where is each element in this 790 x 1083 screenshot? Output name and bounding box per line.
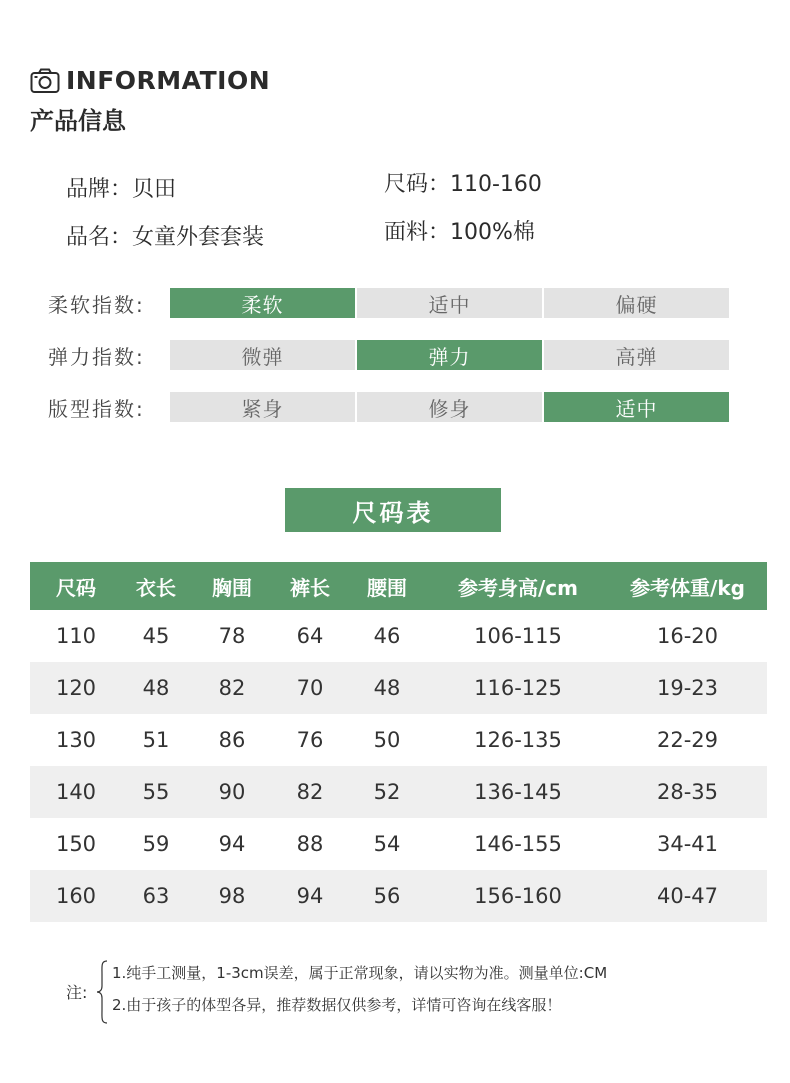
info-title-row [30, 66, 270, 95]
table-cell: 82 [296, 780, 324, 804]
table-cell: 116-125 [474, 676, 562, 700]
spec-brand: 品牌：贝田 [66, 177, 177, 202]
column-header: 腰围 [367, 575, 407, 600]
table-cell: 50 [373, 728, 401, 752]
table-row [30, 818, 767, 870]
info-header [30, 66, 270, 136]
camera-icon [30, 68, 60, 94]
index-option: 紧身 [170, 392, 355, 422]
table-cell: 82 [218, 676, 246, 700]
table-cell: 94 [218, 832, 246, 856]
table-cell: 98 [218, 884, 246, 908]
index-row-softness [48, 287, 738, 319]
table-cell: 19-23 [656, 676, 719, 700]
note-line: 2.由于孩子的体型各异，推荐数据仅供参考，详情可咨询在线客服！ [112, 996, 562, 1014]
notes-label: 注: [66, 983, 88, 1002]
table-cell: 136-145 [474, 780, 562, 804]
index-option: 微弹 [170, 340, 355, 370]
index-option: 偏硬 [544, 288, 729, 318]
column-header: 胸围 [212, 575, 252, 600]
table-row [30, 610, 767, 662]
column-header: 裤长 [290, 575, 330, 600]
table-cell: 52 [373, 780, 401, 804]
table-cell: 160 [55, 884, 97, 908]
table-row [30, 766, 767, 818]
table-cell: 86 [218, 728, 246, 752]
index-option: 弹力 [357, 340, 542, 370]
spec-material: 面料：100%棉 [384, 220, 535, 245]
table-cell: 48 [373, 676, 401, 700]
table-cell: 126-135 [474, 728, 562, 752]
table-cell: 28-35 [656, 780, 719, 804]
table-cell: 63 [142, 884, 170, 908]
table-cell: 34-41 [656, 832, 719, 856]
table-cell: 16-20 [656, 624, 719, 648]
table-cell: 45 [142, 624, 170, 648]
table-cell: 150 [55, 832, 97, 856]
size-table-title: 尺码表 [285, 488, 501, 532]
table-cell: 140 [55, 780, 97, 804]
index-option: 适中 [544, 392, 729, 422]
index-label: 柔软指数: [48, 292, 145, 317]
table-cell: 90 [218, 780, 246, 804]
table-cell: 40-47 [656, 884, 719, 908]
index-option: 柔软 [170, 288, 355, 318]
table-cell: 130 [55, 728, 97, 752]
table-cell: 94 [296, 884, 324, 908]
index-label: 版型指数: [48, 396, 145, 421]
size-table [30, 562, 767, 922]
brace-icon [96, 960, 108, 1024]
table-cell: 22-29 [656, 728, 719, 752]
table-cell: 156-160 [474, 884, 562, 908]
index-label: 弹力指数: [48, 344, 145, 369]
note-line: 1.纯手工测量，1-3cm误差，属于正常现象，请以实物为准。测量单位:CM [112, 964, 608, 982]
column-header: 衣长 [136, 575, 176, 600]
table-cell: 59 [142, 832, 170, 856]
table-cell: 146-155 [474, 832, 562, 856]
table-cell: 54 [373, 832, 401, 856]
table-cell: 78 [218, 624, 246, 648]
index-option: 高弹 [544, 340, 729, 370]
table-row [30, 662, 767, 714]
info-title: INFORMATION [66, 66, 271, 95]
index-row-elasticity [48, 339, 738, 371]
table-cell: 64 [296, 624, 324, 648]
spec-size: 尺码：110-160 [384, 172, 542, 197]
notes [66, 958, 766, 1028]
table-cell: 46 [373, 624, 401, 648]
table-cell: 56 [373, 884, 401, 908]
column-header: 尺码 [56, 575, 96, 600]
table-cell: 55 [142, 780, 170, 804]
table-cell: 70 [296, 676, 324, 700]
table-row [30, 870, 767, 922]
table-cell: 110 [55, 624, 97, 648]
column-header: 参考体重/kg [630, 575, 745, 600]
table-cell: 106-115 [474, 624, 562, 648]
spec-name: 品名：女童外套套装 [66, 225, 265, 250]
table-cell: 120 [55, 676, 97, 700]
table-cell: 88 [296, 832, 324, 856]
index-row-fit [48, 391, 738, 423]
table-cell: 48 [142, 676, 170, 700]
column-header: 参考身高/cm [458, 575, 578, 600]
table-header [30, 562, 767, 610]
table-cell: 51 [142, 728, 170, 752]
index-option: 修身 [357, 392, 542, 422]
table-row [30, 714, 767, 766]
info-subtitle: 产品信息 [30, 107, 126, 135]
index-option: 适中 [357, 288, 542, 318]
table-cell: 76 [296, 728, 324, 752]
